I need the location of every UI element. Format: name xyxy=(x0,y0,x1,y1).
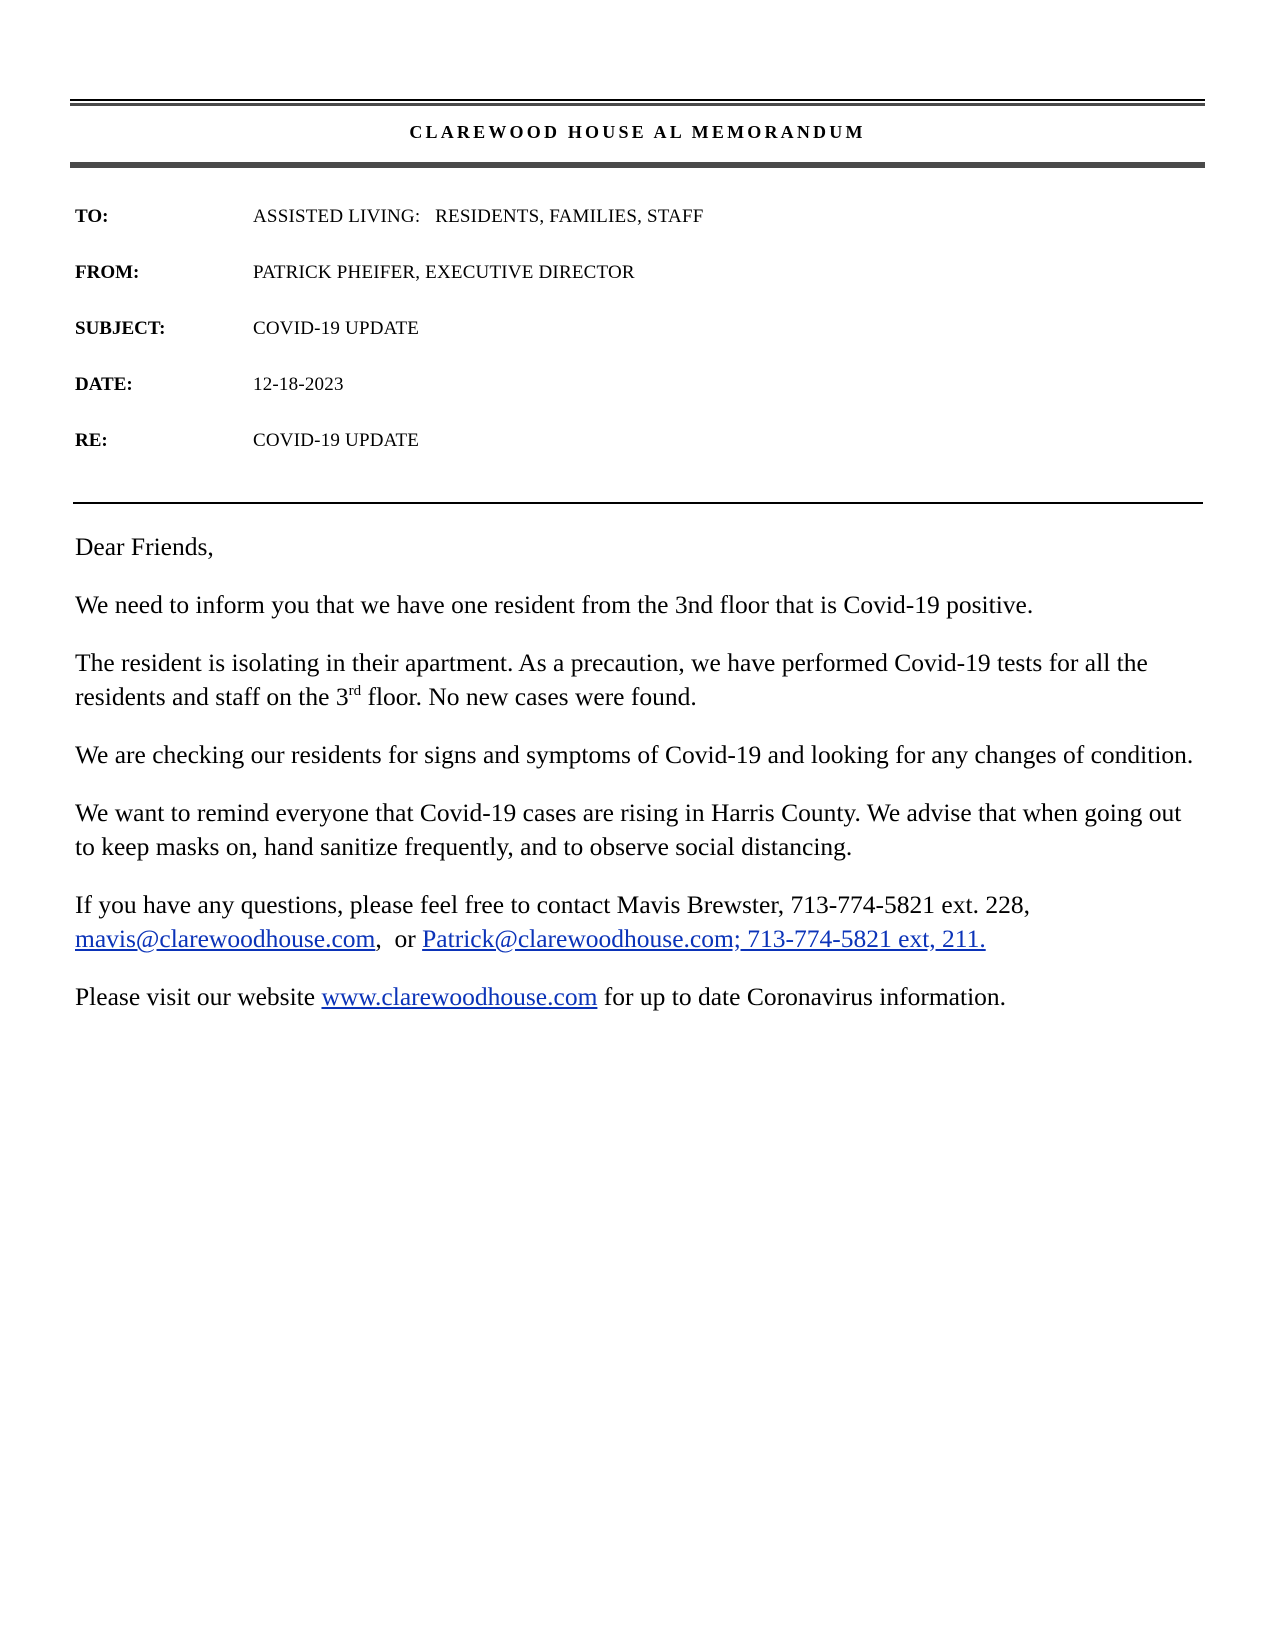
paragraph-2-text-b: floor. No new cases were found. xyxy=(361,682,697,711)
to-value: ASSISTED LIVING: RESIDENTS, FAMILIES, STAFF xyxy=(253,206,704,227)
paragraph-6-intro: Please visit our website xyxy=(75,982,322,1011)
paragraph-1: We need to inform you that we have one resident from the 3nd floor that is Covid-19 positive. xyxy=(75,590,1034,619)
website-link[interactable]: www.clarewoodhouse.com xyxy=(321,982,598,1011)
field-row-to xyxy=(75,206,704,230)
field-row-subject xyxy=(75,318,419,342)
header-rule-thin xyxy=(70,99,1205,101)
field-row-from xyxy=(75,262,635,286)
re-value: COVID-19 UPDATE xyxy=(253,430,420,451)
paragraph-2-text-a: The resident is isolating in their apartment. As a precaution, we have performed Covid-19 tests for all the residents and staff on the 3 xyxy=(75,648,1148,711)
re-label: RE: xyxy=(75,430,108,451)
paragraph-5-mid: , or xyxy=(375,924,423,953)
header-rule-thick xyxy=(70,103,1205,106)
subject-label: SUBJECT: xyxy=(75,318,166,339)
paragraph-6 xyxy=(75,980,1205,1014)
memo-body xyxy=(75,530,1205,1038)
paragraph-6-outro: for up to date Coronavirus information. xyxy=(597,982,1007,1011)
ordinal-suffix: rd xyxy=(348,683,362,699)
field-row-re xyxy=(75,430,419,454)
greeting: Dear Friends, xyxy=(75,532,214,561)
paragraph-5-intro: If you have any questions, please feel free to contact Mavis Brewster, 713-774-5821 ext. 228, xyxy=(75,890,1030,919)
paragraph-3: We are checking our residents for signs and symptoms of Covid-19 and looking for any changes of condition. xyxy=(75,740,1194,769)
to-label: TO: xyxy=(75,206,109,227)
from-value: PATRICK PHEIFER, EXECUTIVE DIRECTOR xyxy=(253,262,635,283)
from-label: FROM: xyxy=(75,262,140,283)
title-rule xyxy=(70,162,1205,168)
field-row-date xyxy=(75,374,344,398)
paragraph-5 xyxy=(75,888,1205,956)
patrick-email-link[interactable]: Patrick@clarewoodhouse.com; 713-774-5821 ext, 211. xyxy=(422,924,986,953)
fields-divider xyxy=(73,502,1203,504)
paragraph-2 xyxy=(75,646,1205,714)
mavis-email-link[interactable]: mavis@clarewoodhouse.com xyxy=(75,924,376,953)
paragraph-4: We want to remind everyone that Covid-19 cases are rising in Harris County. We advise that when going out to keep masks on, hand sanitize frequently, and to observe social distancing. xyxy=(75,798,1182,861)
subject-value: COVID-19 UPDATE xyxy=(253,318,420,339)
date-value: 12-18-2023 xyxy=(253,374,344,395)
date-label: DATE: xyxy=(75,374,133,395)
memo-title: CLAREWOOD HOUSE AL MEMORANDUM xyxy=(409,122,866,142)
